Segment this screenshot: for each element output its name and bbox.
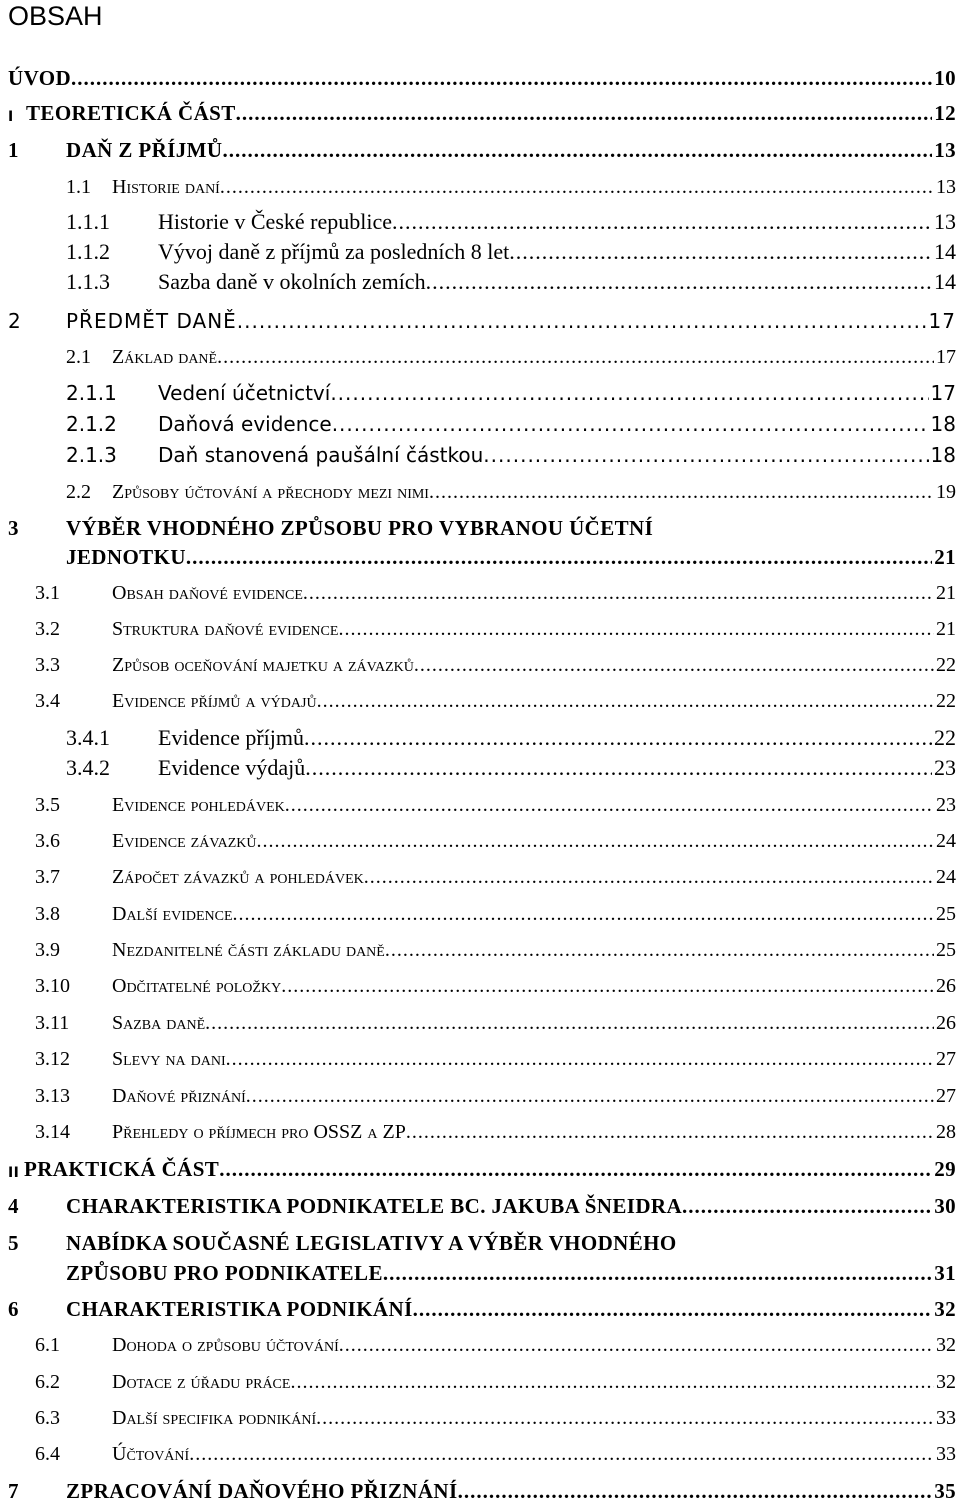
toc-entry-number: 6 <box>8 1297 19 1321</box>
toc-entry[interactable] <box>0 1330 960 1360</box>
toc-entry[interactable] <box>0 1191 960 1221</box>
toc-entry-page-number: 13 <box>934 138 956 162</box>
toc-entry-number: 1.1.2 <box>66 239 110 264</box>
toc-entry-title: Daňová evidence <box>158 412 332 436</box>
toc-entry[interactable] <box>0 1008 960 1038</box>
toc-entry-title: TEORETICKÁ ČÁST <box>26 101 236 125</box>
dot-leader <box>237 306 927 336</box>
toc-entry-number: II <box>8 1165 20 1181</box>
dot-leader <box>189 1439 934 1469</box>
toc-entry-title: Daň stanovená paušální částkou <box>158 443 484 467</box>
toc-entry[interactable] <box>0 135 960 165</box>
toc-entry-page-number: 10 <box>934 66 956 90</box>
dot-leader <box>205 1008 934 1038</box>
toc-entry-page-number: 33 <box>936 1443 956 1465</box>
toc-entry-page-number: 31 <box>934 1261 956 1285</box>
toc-entry-title: NABÍDKA SOUČASNÉ LEGISLATIVY A VÝBĚR VHODNÉHO <box>66 1231 677 1255</box>
toc-entry-title: Sazba daně <box>112 1012 206 1034</box>
dot-leader <box>257 826 934 856</box>
dot-leader <box>332 409 929 439</box>
toc-entry-page-number: 25 <box>936 903 956 925</box>
toc-entry-number: 3.1 <box>35 582 60 604</box>
toc-entry-number: I <box>8 109 14 125</box>
toc-entry-title: Evidence závazků <box>112 830 257 852</box>
toc-entry-page-number: 22 <box>934 725 956 750</box>
toc-entry-page-number: 30 <box>934 1194 956 1218</box>
toc-entry-title: Způsob oceňování majetku a závazků <box>112 654 414 676</box>
toc-entry-number: 3.13 <box>35 1085 70 1107</box>
toc-entry-title: CHARAKTERISTIKA PODNIKATELE BC. JAKUBA ŠNEIDRA <box>66 1194 683 1218</box>
toc-entry[interactable] <box>0 378 960 408</box>
toc-entry-page-number: 21 <box>936 582 956 604</box>
toc-entry-number: 1.1.1 <box>66 209 110 234</box>
toc-entry-page-number: 27 <box>936 1085 956 1107</box>
toc-entry[interactable] <box>0 971 960 1001</box>
toc-entry-number: 3.14 <box>35 1121 70 1143</box>
toc-entry-page-number: 21 <box>934 545 956 569</box>
toc-entry-number: 1.1 <box>66 176 91 198</box>
toc-entry-number: 3.11 <box>35 1012 70 1034</box>
dot-leader <box>281 971 934 1001</box>
toc-entry-number: 2.1 <box>66 346 91 368</box>
dot-leader <box>219 1154 932 1184</box>
toc-entry-title: DAŇ Z PŘÍJMŮ <box>66 138 223 162</box>
toc-entry-title: Historie daní <box>112 176 220 198</box>
toc-entry-page-number: 24 <box>936 866 956 888</box>
dot-leader <box>406 1117 934 1147</box>
toc-entry-title: Vývoj daně z příjmů za posledních 8 let <box>158 239 510 264</box>
toc-entry[interactable] <box>0 650 960 680</box>
toc-entry-title: Přehledy o příjmech pro OSSZ a ZP <box>112 1121 406 1143</box>
toc-entry-page-number: 32 <box>936 1334 956 1356</box>
dot-leader <box>330 378 928 408</box>
dot-leader <box>392 207 932 237</box>
toc-entry-title: VÝBĚR VHODNÉHO ZPŮSOBU PRO VYBRANOU ÚČETNÍ <box>66 516 654 540</box>
dot-leader <box>483 440 928 470</box>
dot-leader <box>429 477 934 507</box>
toc-entry-number: 3.4.1 <box>66 725 110 750</box>
toc-entry[interactable] <box>0 578 960 608</box>
toc-entry-number: 2.1.2 <box>66 412 117 436</box>
toc-entry-page-number: 21 <box>936 618 956 640</box>
toc-entry-page-number: 17 <box>936 346 956 368</box>
toc-entry[interactable] <box>0 1154 960 1184</box>
toc-entry[interactable] <box>0 614 960 644</box>
toc-entry-page-number: 26 <box>936 1012 956 1034</box>
toc-entry[interactable] <box>0 98 960 128</box>
dot-leader <box>186 542 932 572</box>
toc-entry[interactable] <box>0 1367 960 1397</box>
toc-entry-page-number: 29 <box>934 1157 956 1181</box>
toc-entry-title: Historie v České republice <box>158 209 392 234</box>
dot-leader <box>220 172 934 202</box>
toc-entry[interactable] <box>0 267 960 297</box>
toc-entry[interactable] <box>0 1081 960 1111</box>
toc-entry-page-number: 22 <box>936 654 956 676</box>
toc-entry-title: Struktura daňové evidence <box>112 618 339 640</box>
toc-entry[interactable] <box>0 1228 960 1285</box>
toc-entry-title: Vedení účetnictví <box>158 381 331 405</box>
toc-entry[interactable] <box>0 862 960 892</box>
toc-entry-title: Účtování <box>112 1443 190 1465</box>
dot-leader <box>285 790 934 820</box>
toc-entry-number: 4 <box>8 1194 19 1218</box>
toc-entry[interactable] <box>0 826 960 856</box>
toc-entry-page-number: 27 <box>936 1048 956 1070</box>
toc-entry-title: Evidence příjmů a výdajů <box>112 690 317 712</box>
toc-entry-number: 2 <box>8 309 22 333</box>
toc-entry-page-number: 33 <box>936 1407 956 1429</box>
dot-leader <box>338 614 934 644</box>
dot-leader <box>305 753 932 783</box>
toc-entry-title: Nezdanitelné části základu daně <box>112 939 385 961</box>
toc-entry-page-number: 17 <box>930 381 956 405</box>
toc-entry[interactable] <box>0 207 960 237</box>
toc-entry-number: 7 <box>8 1479 19 1503</box>
dot-leader <box>222 135 932 165</box>
toc-entry-number: 6.1 <box>35 1334 60 1356</box>
toc-entry[interactable] <box>0 1439 960 1469</box>
toc-entry-number: 3.8 <box>35 903 60 925</box>
toc-entry-page-number: 35 <box>934 1479 956 1503</box>
toc-entry-page-number: 12 <box>934 101 956 125</box>
dot-leader <box>364 862 934 892</box>
toc-entry-page-number: 14 <box>934 269 956 294</box>
toc-entry[interactable] <box>0 172 960 202</box>
dot-leader <box>383 1258 932 1288</box>
dot-leader <box>304 723 932 753</box>
toc-entry-page-number: 18 <box>930 443 956 467</box>
toc-entry[interactable] <box>0 342 960 372</box>
toc-entry-number: 2.1.1 <box>66 381 117 405</box>
toc-entry-number: 6.4 <box>35 1443 60 1465</box>
toc-entry-page-number: 23 <box>936 794 956 816</box>
toc-entry[interactable] <box>0 899 960 929</box>
toc-entry-title: Slevy na dani <box>112 1048 226 1070</box>
toc-entry-title: Evidence pohledávek <box>112 794 285 816</box>
toc-entry-page-number: 14 <box>934 239 956 264</box>
toc-entry[interactable] <box>0 440 960 470</box>
toc-entry-page-number: 22 <box>936 690 956 712</box>
dot-leader <box>246 1081 934 1111</box>
toc-entry-number: 2.1.3 <box>66 443 117 467</box>
dot-leader <box>458 1476 933 1506</box>
dot-leader <box>414 650 934 680</box>
toc-entry-title-continuation: JEDNOTKU <box>66 545 186 569</box>
toc-entry-title: Odčitatelné položky <box>112 975 282 997</box>
toc-entry[interactable] <box>0 753 960 783</box>
toc-entry-number: 3.12 <box>35 1048 70 1070</box>
toc-entry-page-number: 28 <box>936 1121 956 1143</box>
toc-entry-title: Evidence výdajů <box>158 755 306 780</box>
toc-entry-number: 1 <box>8 138 19 162</box>
toc-entry-number: 3.5 <box>35 794 60 816</box>
toc-entry-title-continuation: ZPŮSOBU PRO PODNIKATELE <box>66 1261 383 1285</box>
toc-entry-page-number: 32 <box>936 1371 956 1393</box>
dot-leader <box>303 578 934 608</box>
toc-entry-title: Dohoda o způsobu účtování <box>112 1334 339 1356</box>
page-title: OBSAH <box>8 1 103 31</box>
toc-entry[interactable] <box>0 1117 960 1147</box>
toc-entry-title: Obsah daňové evidence <box>112 582 303 604</box>
toc-entry[interactable] <box>0 790 960 820</box>
toc-entry-page-number: 18 <box>930 412 956 436</box>
dot-leader <box>317 686 934 716</box>
toc-entry-title: CHARAKTERISTIKA PODNIKÁNÍ <box>66 1297 413 1321</box>
toc-entry-number: 3.4 <box>35 690 60 712</box>
toc-entry-title: Další specifika podnikání <box>112 1407 317 1429</box>
toc-entry-title: Dotace z úřadu práce <box>112 1371 291 1393</box>
toc-entry-page-number: 32 <box>934 1297 956 1321</box>
toc-entry-title: Základ daně <box>112 346 218 368</box>
toc-entry-title: Zápočet závazků a pohledávek <box>112 866 364 888</box>
dot-leader <box>316 1403 934 1433</box>
toc-entry[interactable] <box>0 513 960 569</box>
toc-entry-number: 6.2 <box>35 1371 60 1393</box>
toc-entry-page-number: 13 <box>936 176 956 198</box>
toc-entry-number: 3.7 <box>35 866 60 888</box>
toc-entry[interactable] <box>0 1403 960 1433</box>
toc-entry[interactable] <box>0 409 960 439</box>
toc-entry-title: PŘEDMĚT DANĚ <box>66 309 237 333</box>
toc-entry-number: 3.3 <box>35 654 60 676</box>
toc-entry-title: PRAKTICKÁ ČÁST <box>24 1157 220 1181</box>
toc-entry-title: Další evidence <box>112 903 233 925</box>
toc-entry-number: 5 <box>8 1231 19 1255</box>
toc-entry-page-number: 17 <box>928 309 956 333</box>
dot-leader <box>290 1367 934 1397</box>
toc-entry[interactable] <box>0 1294 960 1324</box>
toc-entry-title: Způsoby účtování a přechody mezi nimi <box>112 481 429 503</box>
toc-entry[interactable] <box>0 1476 960 1506</box>
toc-entry-number: 3.2 <box>35 618 60 640</box>
toc-entry-title: ZPRACOVÁNÍ DAŇOVÉHO PŘIZNÁNÍ <box>66 1479 458 1503</box>
toc-entry-number: 2.2 <box>66 481 91 503</box>
dot-leader <box>233 899 934 929</box>
dot-leader <box>682 1191 932 1221</box>
dot-leader <box>385 935 934 965</box>
toc-entry-page-number: 24 <box>936 830 956 852</box>
toc-entry-page-number: 13 <box>934 209 956 234</box>
toc-entry[interactable] <box>0 723 960 753</box>
toc-entry[interactable] <box>0 237 960 267</box>
toc-entry-page-number: 19 <box>936 481 956 503</box>
dot-leader <box>413 1294 933 1324</box>
toc-entry-number: 3.10 <box>35 975 70 997</box>
toc-entry-number: 3.9 <box>35 939 60 961</box>
toc-entry[interactable] <box>0 306 960 336</box>
dot-leader <box>236 98 933 128</box>
toc-entry-number: 3.4.2 <box>66 755 110 780</box>
toc-entry[interactable] <box>0 935 960 965</box>
toc-entry-title: Evidence příjmů <box>158 725 305 750</box>
toc-entry-title: Daňové přiznání <box>112 1085 246 1107</box>
toc-entry-title: Sazba daně v okolních zemích <box>158 269 426 294</box>
toc-entry-page-number: 26 <box>936 975 956 997</box>
toc-entry-page-number: 25 <box>936 939 956 961</box>
dot-leader <box>71 63 932 93</box>
toc-entry-title: ÚVOD <box>8 66 72 90</box>
toc-entry-number: 3.6 <box>35 830 60 852</box>
toc-entry-number: 3 <box>8 516 19 540</box>
toc-entry[interactable] <box>0 63 960 93</box>
dot-leader <box>426 267 932 297</box>
dot-leader <box>217 342 934 372</box>
dot-leader <box>226 1044 934 1074</box>
toc-entry[interactable] <box>0 477 960 507</box>
dot-leader <box>509 237 932 267</box>
toc-entry-number: 1.1.3 <box>66 269 110 294</box>
toc-entry-number: 6.3 <box>35 1407 60 1429</box>
toc-entry[interactable] <box>0 686 960 716</box>
toc-entry-page-number: 23 <box>934 755 956 780</box>
toc-entry[interactable] <box>0 1044 960 1074</box>
dot-leader <box>339 1330 934 1360</box>
